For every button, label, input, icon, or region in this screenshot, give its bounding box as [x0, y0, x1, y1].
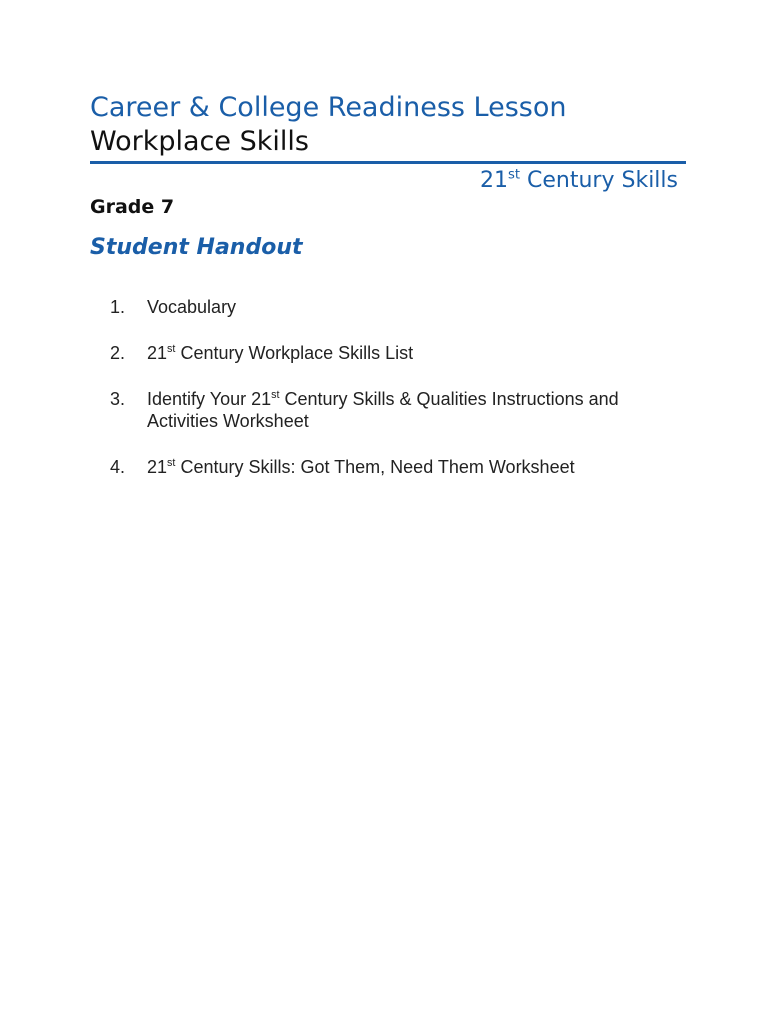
list-item-superscript: st [167, 343, 176, 355]
list-item [110, 342, 670, 364]
list-item [110, 456, 670, 478]
list-item-superscript: st [271, 389, 280, 401]
section-title: Student Handout [90, 235, 303, 260]
list-item-text [147, 456, 670, 478]
list-item-text-main: Identify Your 21 [147, 389, 272, 409]
lesson-title: Career & College Readiness Lesson [90, 92, 567, 123]
list-item-text-main: 21 [147, 343, 168, 363]
grade-label: Grade 7 [90, 196, 175, 218]
topic-suffix: Century Skills [520, 168, 678, 193]
lesson-subtitle: Workplace Skills [90, 126, 309, 157]
list-item-text-rest: Century Workplace Skills List [175, 343, 414, 363]
list-item-number: 3. [110, 389, 126, 409]
topic-prefix: 21 [479, 168, 508, 193]
list-item-text [147, 296, 670, 318]
list-item-text [147, 388, 670, 432]
list-item-number: 4. [110, 457, 126, 477]
list-item-text-main: Vocabulary [147, 297, 237, 317]
list-item-number: 2. [110, 343, 126, 363]
list-item-text [147, 342, 670, 364]
header-divider [90, 161, 686, 164]
list-item-text-rest: Century Skills & Qualities Instructions and Activities Worksheet [147, 389, 619, 431]
list-item-text-rest: Century Skills: Got Them, Need Them Worksheet [175, 457, 575, 477]
topic-label [480, 168, 678, 193]
topic-superscript: st [507, 167, 521, 183]
handout-list [110, 296, 670, 502]
list-item-superscript: st [167, 457, 176, 469]
list-item-number: 1. [110, 297, 126, 317]
list-item-text-main: 21 [147, 457, 168, 477]
list-item [110, 388, 670, 432]
list-item [110, 296, 670, 318]
